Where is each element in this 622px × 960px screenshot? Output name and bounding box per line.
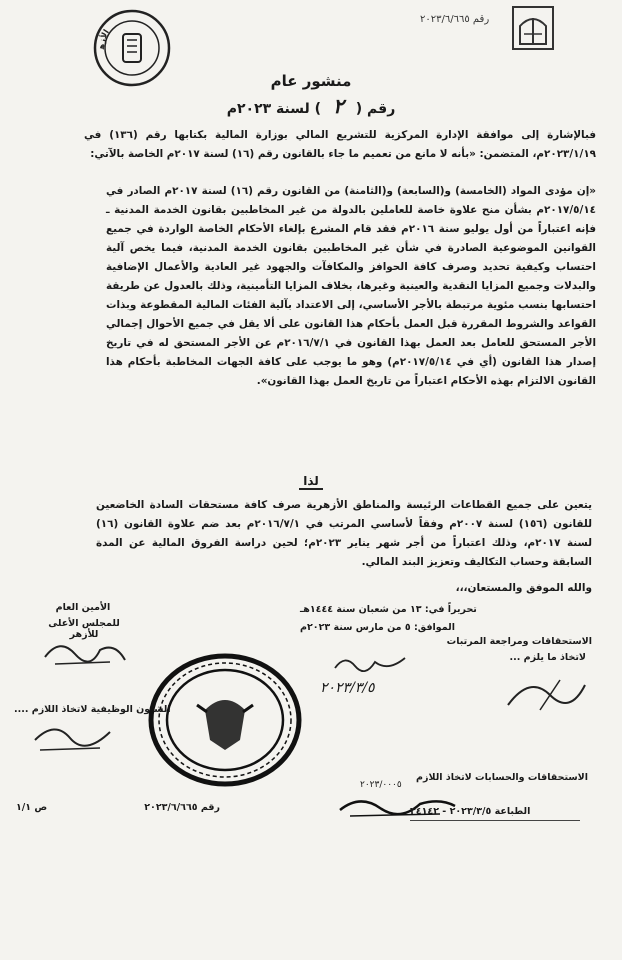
gregorian-date: الموافق: ٥ من مارس سنة ٢٠٢٣م bbox=[300, 622, 455, 633]
handwritten-date: ٢٠٢٣/٣/٥ bbox=[320, 680, 375, 696]
closing-line: والله الموفق والمستعان،،، bbox=[455, 582, 592, 594]
circular-number bbox=[0, 94, 622, 118]
document-title: منشور عام bbox=[270, 72, 352, 90]
right-signature-icon bbox=[500, 665, 590, 715]
circular-number-suffix: ) لسنة ٢٠٢٣م bbox=[226, 101, 322, 117]
circular-number-prefix: رقم ( bbox=[355, 101, 396, 117]
signatory-title: الأمين العام bbox=[55, 602, 111, 613]
page-number: ص ١/١ bbox=[16, 802, 48, 813]
therefore-heading-text: لذا bbox=[299, 474, 323, 490]
quoted-law-paragraph: «إن مؤدى المواد (الخامسة) و(السابعة) و(الثامنة) من القانون رقم (١٦) لسنة ٢٠١٧م الصادر في ٢٠١٧/٥/١٤م بشأن منح علاوة خاصة للعاملين بالدولة من غير المخاطبين بقانون الخدمة المدنية ـ فإنه اعتباراً من أول يوليو سنة ٢٠١٦م فقد قام المشرع بإلغاء الأحكام الخاصة الواردة في جميع القوانين الموضوعية الصادرة في شأن غير المخاطبين بقانون الخدمة المدنية، فيما يخص آلية احتساب وكيفية تحديد وصرف كافة الحوافز والمكافآت والجهود غير العادية والأعمال الإضافية والبدلات وجميع المزايا النقدية والعينية وغيرها، بخلاف المزايا التأمينية، وذلك بالعدول عن طريقة احتسابها بنسب مئوية مرتبطة بالأجر الأساسي، إلى الاعتداد بآلية الفئات المالية المقطوعة وبذات القواعد والشروط المقررة قبل العمل بأحكام هذا القانون على ألا يقل في جميع الأحوال إجمالي الأجر المستحق للعامل بعد العمل بهذا القانون في ٢٠١٦/٧/١م عن الأجر المستحق له في تاريخ إصدار هذا القانون (أي في ٢٠١٧/٥/١٤م) وهو ما يوجب على كافة الجهات المخاطبة بأحكام هذا القانون الالتزام بهذه الأحكام اعتباراً من تاريخ العمل بهذا القانون». bbox=[106, 185, 597, 387]
print-stamp-rule bbox=[410, 820, 580, 821]
handwritten-signature-icon bbox=[330, 650, 410, 680]
signature-scribble-icon bbox=[40, 632, 130, 672]
hijri-date: تحريراً في: ١٣ من شعبان سنة ١٤٤٤هـ bbox=[300, 604, 477, 615]
print-stamp: الطباعة ٢٠٢٣/٣/٥ - ٣٤١٤٢ bbox=[410, 806, 531, 817]
revision-note: الاستحقاقات ومراجعة المرتبات bbox=[446, 636, 592, 647]
directive-paragraph: يتعين على جميع القطاعات الرئيسة والمناطق الأزهرية صرف كافة مستحقات السادة الخاضعين للقانون (١٥٦) لسنة ٢٠٠٧م وفقاً لأساسي المرتب في ٢٠١٦/٧/١م بعد ضم علاوة القانون (١٦) لسنة ٢٠١٧م، وذلك اعتباراً من أجر شهر يناير ٢٠٢٣م؛ لحين دراسة الفروق المالية عن المدة السابقة وحساب التكاليف وتعزيز البند المالي. bbox=[96, 499, 593, 568]
top-reference-number: رقم ٢٠٢٣/٦/٦٦٥ bbox=[420, 14, 490, 25]
signatory-council: للمجلس الأعلى للأزهر bbox=[48, 618, 120, 640]
seal-text: الأزهر bbox=[96, 27, 111, 50]
accounts-number: ٢٠٢٣/٠٠٠٥ bbox=[360, 780, 402, 790]
circular-number-handwritten: ٢ bbox=[333, 94, 344, 118]
employment-affairs-note: الشئون الوظيفية لاتخاذ اللازم .... bbox=[14, 704, 171, 715]
intro-paragraph: فبالإشارة إلى موافقة الإدارة المركزية للتشريع المالي بوزارة المالية بكتابها رقم (١٣٦) في ٢٠٢٣/١/١٩م، المتضمن: «بأنه لا مانع من تعميم ما جاء بالقانون رقم (١٦) لسنة ٢٠١٧م الخاصة بالآتي: bbox=[84, 129, 597, 160]
bottom-reference-number: رقم ٢٠٢٣/٦/٦٦٥ bbox=[144, 802, 220, 813]
azhar-logo-icon bbox=[510, 4, 556, 52]
accounts-note: الاستحقاقات والحسابات لاتخاذ اللازم bbox=[416, 772, 588, 783]
official-eagle-seal-icon bbox=[145, 650, 305, 790]
left-signature-icon bbox=[30, 718, 120, 758]
revision-action: لاتخاذ ما يلزم ... bbox=[509, 652, 586, 663]
therefore-heading bbox=[0, 474, 622, 488]
